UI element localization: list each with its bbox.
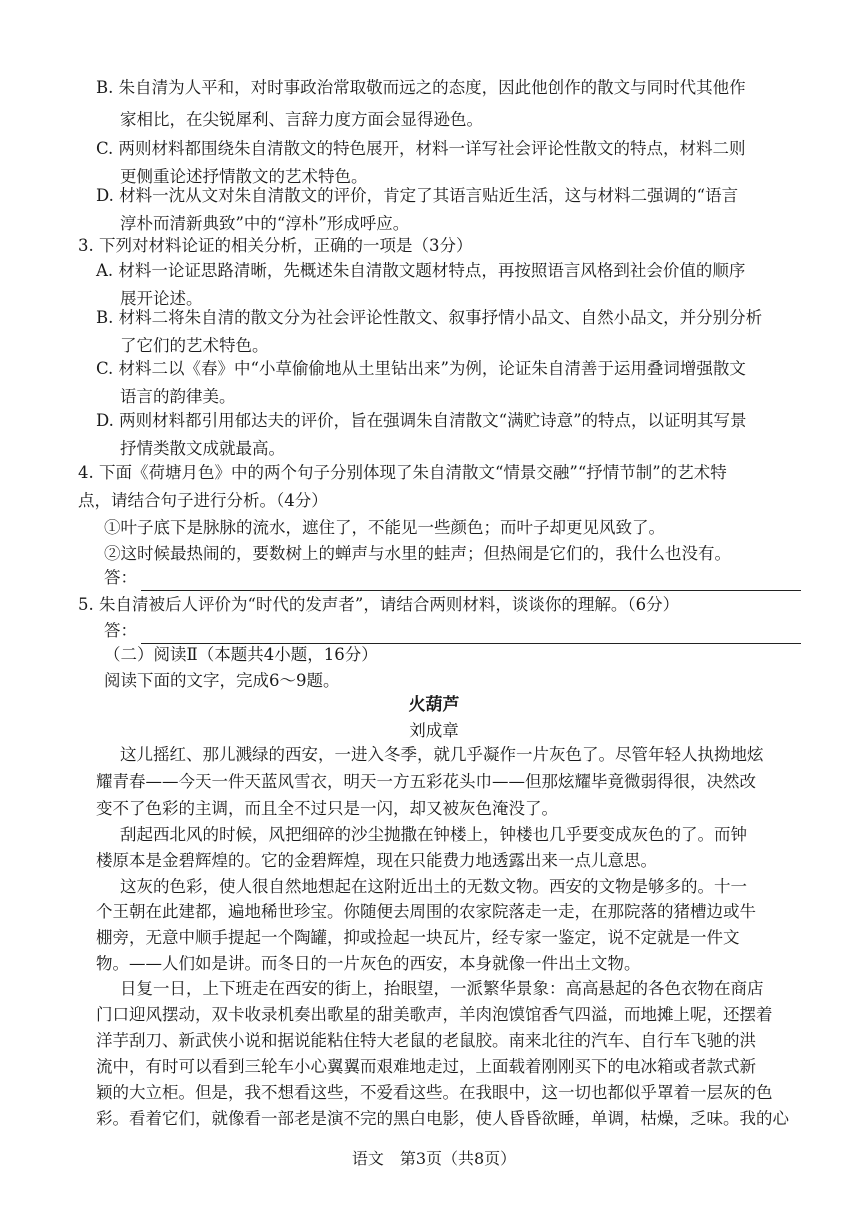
- section-heading: （二）阅读Ⅱ（本题共4小题，16分）: [104, 645, 378, 664]
- option-2d-line1: D. 材料一沈从文对朱自清散文的评价，肯定了其语言贴近生活，这与材料二强调的“语言: [96, 186, 739, 205]
- option-3c-line1: C. 材料二以《春》中“小草偷偷地从土里钻出来”为例，论证朱自清善于运用叠词增强散文: [96, 359, 746, 378]
- passage-p4-line4: 流中，有时可以看到三轮车小心翼翼而艰难地走过，上面载着刚刚买下的电冰箱或者款式新: [96, 1057, 756, 1076]
- passage-p1-line3: 变不了色彩的主调，而且全不过只是一闪，却又被灰色淹没了。: [96, 799, 558, 818]
- answer-label: 答：: [104, 621, 137, 640]
- page-footer: 语文 第3页（共8页）: [351, 1149, 517, 1168]
- question-5: 5. 朱自清被后人评价为“时代的发声者”，请结合两则材料，谈谈你的理解。（6分）: [78, 595, 680, 614]
- section-instruction: 阅读下面的文字，完成6～9题。: [104, 671, 340, 690]
- option-3b-line2: 了它们的艺术特色。: [120, 336, 269, 355]
- passage-p2-line1: 刮起西北风的时候，风把细碎的沙尘抛撒在钟楼上，钟楼也几乎要变成灰色的了。而钟: [120, 825, 747, 844]
- option-2c-line2: 更侧重论述抒情散文的艺术特色。: [120, 167, 368, 186]
- passage-p3-line1: 这灰的色彩，使人很自然地想起在这附近出土的无数文物。西安的文物是够多的。十一: [120, 877, 747, 896]
- answer-rule: [141, 572, 801, 591]
- option-3b-line1: B. 材料二将朱自清的散文分为社会评论性散文、叙事抒情小品文、自然小品文，并分别分析: [96, 308, 763, 327]
- passage-p3-line2: 个王朝在此建都，遍地稀世珍宝。你随便去周围的农家院落走一走，在那院落的猪槽边或牛: [96, 902, 756, 921]
- option-3a-line1: A. 材料一论证思路清晰，先概述朱自清散文题材特点，再按照语言风格到社会价值的顺序: [96, 261, 746, 280]
- passage-p2-line2: 楼原本是金碧辉煌的。它的金碧辉煌，现在只能费力地透露出来一点儿意思。: [96, 851, 657, 870]
- option-3c-line2: 语言的韵律美。: [120, 387, 236, 406]
- option-3a-line2: 展开论述。: [120, 289, 203, 308]
- option-3d-line2: 抒情类散文成就最高。: [120, 439, 285, 458]
- question-4-line2: 点，请结合句子进行分析。（4分）: [78, 491, 328, 510]
- passage-p3-line3: 棚旁，无意中顺手提起一个陶罐，抑或捡起一块瓦片，经专家一鉴定，说不定就是一件文: [96, 928, 740, 947]
- option-2b-line1: B. 朱自清为人平和，对时事政治常取敬而远之的态度，因此他创作的散文与同时代其他作: [96, 78, 746, 97]
- passage-p4-line2: 门口迎风摆动，双卡收录机奏出歌星的甜美歌声，羊肉泡馍馆香气四溢，而地摊上呢，还摆着: [96, 1005, 773, 1024]
- passage-p1-line1: 这儿摇红、那儿溅绿的西安，一进入冬季，就几乎凝作一片灰色了。尽管年轻人执拗地炫: [120, 745, 764, 764]
- question-4-sentence-2: ②这时候最热闹的，要数树上的蝉声与水里的蛙声；但热闹是它们的，我什么也没有。: [104, 544, 731, 563]
- passage-p4-line6: 彩。看着它们，就像看一部老是演不完的黑白电影，使人昏昏欲睡，单调，枯燥，乏味。我的心: [96, 1109, 789, 1128]
- passage-author: 刘成章: [409, 721, 459, 740]
- answer-label: 答：: [104, 568, 137, 587]
- passage-title: 火葫芦: [408, 695, 460, 715]
- question-4-line1: 4. 下面《荷塘月色》中的两个句子分别体现了朱自清散文“情景交融”“抒情节制”的艺术特: [78, 463, 727, 482]
- option-2b-line2: 家相比，在尖锐犀利、言辞力度方面会显得逊色。: [120, 110, 483, 129]
- option-3d-line1: D. 两则材料都引用郁达夫的评价，旨在强调朱自清散文“满贮诗意”的特点，以证明其写景: [96, 411, 747, 430]
- passage-p3-line4: 物。——人们如是讲。而冬日的一片灰色的西安，本身就像一件出土文物。: [96, 954, 641, 973]
- option-2c-line1: C. 两则材料都围绕朱自清散文的特色展开，材料一详写社会评论性散文的特点，材料二则: [96, 139, 746, 158]
- passage-p4-line3: 洋芋刮刀、新武侠小说和据说能粘住特大老鼠的老鼠胶。南来北往的汽车、自行车飞驰的洪: [96, 1031, 756, 1050]
- question-5-answer-line[interactable]: [0, 618, 868, 644]
- passage-p4-line5: 颖的大立柜。但是，我不想看这些，不爱看这些。在我眼中，这一切也都似乎罩着一层灰的色: [96, 1083, 773, 1102]
- question-3: 3. 下列对材料论证的相关分析，正确的一项是（3分）: [78, 236, 473, 255]
- passage-p4-line1: 日复一日，上下班走在西安的街上，抬眼望，一派繁华景象：高高悬起的各色衣物在商店: [120, 979, 764, 998]
- question-4-sentence-1: ①叶子底下是脉脉的流水，遮住了，不能见一些颜色；而叶子却更见风致了。: [104, 518, 665, 537]
- question-4-answer-line[interactable]: [0, 565, 868, 591]
- passage-p1-line2: 耀青春——今天一件天蓝风雪衣，明天一方五彩花头巾——但那炫耀毕竟微弱得很，决然改: [96, 772, 756, 791]
- option-2d-line2: 淳朴而清新典致”中的“淳朴”形成呼应。: [120, 214, 410, 233]
